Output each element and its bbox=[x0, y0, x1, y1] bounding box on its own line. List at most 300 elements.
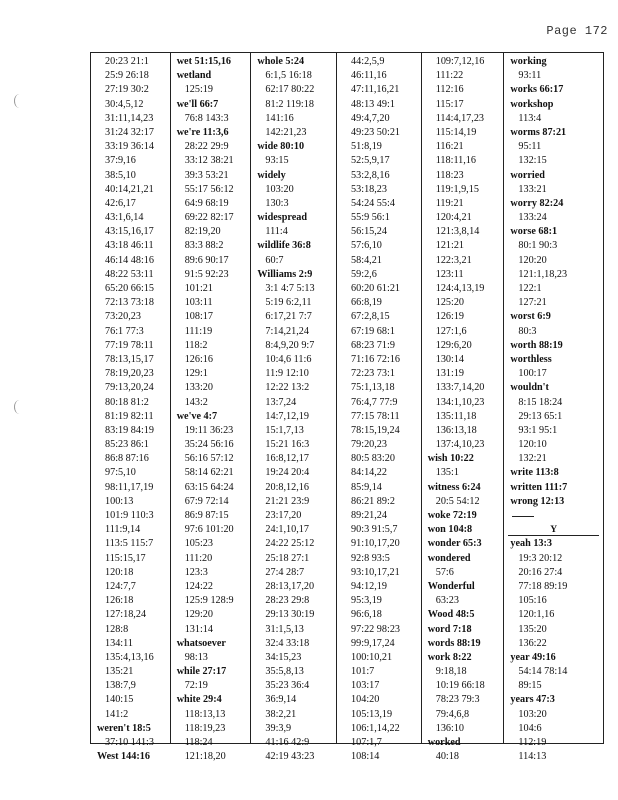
index-entry-references: 85:9,14 bbox=[351, 481, 382, 493]
index-entry-references: 134:1,10,23 bbox=[435, 396, 485, 408]
index-entry-references: 125:9 128:9 bbox=[184, 595, 234, 607]
index-entry-references: 86:9 87:15 bbox=[184, 510, 229, 521]
index-entry-headword: worthless bbox=[510, 353, 552, 365]
index-entry-references: 90:3 91:5,7 bbox=[351, 524, 398, 536]
index-entry-references: 113:5 115:7 bbox=[105, 538, 154, 550]
index-entry-headword: workshop bbox=[510, 98, 554, 110]
index-entry-references: 107:1,7 bbox=[351, 737, 382, 748]
index-entry-references: 79:4,6,8 bbox=[435, 708, 470, 720]
index-entry-references: 120:18 bbox=[105, 566, 134, 578]
index-entry-references: 95:3,19 bbox=[351, 595, 382, 607]
index-column-4 bbox=[337, 53, 422, 763]
index-entry-references: 55:9 56:1 bbox=[351, 212, 390, 224]
index-entry-references: 98:13 bbox=[184, 651, 208, 663]
index-entry-references: 96:6,18 bbox=[351, 609, 382, 621]
index-entry-references: 67:2,8,15 bbox=[351, 311, 390, 323]
index-entry-references: 33:19 36:14 bbox=[105, 141, 154, 153]
index-entry-references: 115:14,19 bbox=[435, 126, 477, 138]
index-entry-references: 43:1,6,14 bbox=[105, 212, 144, 224]
index-entry-references: 84:14,22 bbox=[351, 467, 387, 479]
index-entry-references: 136:10 bbox=[435, 722, 465, 734]
index-entry-references: 123:11 bbox=[435, 268, 464, 280]
index-entry-references: 6:1,5 16:18 bbox=[265, 70, 312, 82]
index-entry-references: 99:9,17,24 bbox=[351, 637, 395, 649]
index-entry-references: 134:11 bbox=[105, 637, 133, 649]
index-entry-references: 118:19,23 bbox=[184, 722, 226, 734]
index-entry-references: 140:15 bbox=[105, 694, 134, 706]
index-entry-references: 100:10,21 bbox=[351, 651, 393, 663]
index-entry-references: 9:18,18 bbox=[435, 666, 467, 678]
index-entry-references: 129:1 bbox=[184, 368, 208, 380]
index-entry-references: 6:17,21 7:7 bbox=[265, 311, 312, 323]
index-entry-references: 44:2,5,9 bbox=[351, 56, 385, 67]
word-index-table bbox=[90, 52, 604, 763]
index-entry-references: 112:19 bbox=[518, 737, 547, 748]
index-entry-references: 91:5 92:23 bbox=[184, 268, 229, 280]
index-entry-references: 111:9,14 bbox=[105, 524, 141, 536]
index-entry-headword: worse 68:1 bbox=[510, 226, 558, 238]
index-entry-references: 100:13 bbox=[105, 495, 134, 507]
index-entry-references: 30:4,5,12 bbox=[105, 98, 144, 110]
index-entry-references: 124:22 bbox=[184, 580, 213, 592]
index-entry-references: 43:18 46:11 bbox=[105, 240, 154, 252]
index-entry-headword: West 144:16 bbox=[97, 751, 150, 763]
index-entry-references: 47:11,16,21 bbox=[351, 84, 400, 96]
index-entry-references: 31:24 32:17 bbox=[105, 126, 154, 138]
index-entry-references: 48:22 53:11 bbox=[105, 268, 154, 280]
index-entry-headword: Wood 48:5 bbox=[427, 609, 475, 621]
index-entry-references: 121:3,8,14 bbox=[435, 226, 480, 238]
index-entry-references: 132:21 bbox=[518, 453, 547, 465]
index-entry-references: 133:7,14,20 bbox=[435, 382, 485, 394]
index-entry-references: 83:3 88:2 bbox=[184, 240, 224, 252]
index-column-6 bbox=[504, 53, 603, 763]
index-entry-references: 64:9 68:19 bbox=[184, 197, 229, 209]
index-entry-references: 14:7,12,19 bbox=[265, 410, 309, 422]
index-entry-headword: wish 10:22 bbox=[427, 453, 474, 465]
index-entry-references: 82:19,20 bbox=[184, 226, 221, 238]
index-entry-references: 35:5,8,13 bbox=[265, 666, 304, 678]
index-entry-references: 63:23 bbox=[435, 595, 459, 607]
index-entry-references: 38:5,10 bbox=[105, 169, 136, 181]
index-entry-references: 101:7 bbox=[351, 666, 375, 678]
index-entry-references: 130:14 bbox=[435, 353, 465, 365]
index-entry-references: 89:6 90:17 bbox=[184, 254, 229, 266]
index-entry-headword: words 88:19 bbox=[427, 637, 481, 649]
index-entry-references: 81:2 119:18 bbox=[265, 98, 314, 110]
index-entry-references: 48:13 49:1 bbox=[351, 98, 395, 110]
index-entry-references: 105:16 bbox=[518, 595, 547, 607]
index-entry-headword: wide 80:10 bbox=[257, 141, 305, 153]
index-entry-references: 118:24 bbox=[184, 737, 213, 748]
index-entry-references: 78:23 79:3 bbox=[435, 694, 480, 706]
index-entry-references: 142:21,23 bbox=[265, 126, 307, 138]
index-entry-references: 91:10,17,20 bbox=[351, 538, 400, 550]
index-entry-references: 103:11 bbox=[184, 297, 213, 309]
index-entry-references: 131:14 bbox=[184, 623, 213, 635]
index-entry-references: 112:16 bbox=[435, 84, 464, 96]
index-column-3 bbox=[251, 53, 337, 763]
index-entry-references: 128:8 bbox=[105, 623, 129, 635]
index-entry-references: 118:13,13 bbox=[184, 708, 226, 720]
index-entry-references: 103:20 bbox=[265, 183, 294, 195]
index-entry-references: 49:4,7,20 bbox=[351, 112, 390, 124]
index-entry-references: 133:21 bbox=[518, 183, 547, 195]
index-entry-references: 121:1,18,23 bbox=[518, 268, 568, 280]
index-entry-references: 118:23 bbox=[435, 169, 464, 181]
index-entry-references: 42:19 43:23 bbox=[265, 751, 315, 763]
index-entry-references: 25:18 27:1 bbox=[265, 552, 310, 564]
index-entry-references: 37:9,16 bbox=[105, 155, 136, 167]
index-entry-references: 103:20 bbox=[518, 708, 547, 720]
index-entry-references: 85:23 86:1 bbox=[105, 439, 149, 451]
index-entry-references: 104:20 bbox=[351, 694, 380, 706]
index-entry-references: 136:22 bbox=[518, 637, 547, 649]
index-entry-references: 69:22 82:17 bbox=[184, 212, 234, 224]
index-entry-references: 27:19 30:2 bbox=[105, 84, 149, 96]
index-entry-references: 80:3 bbox=[518, 325, 537, 337]
index-entry-references: 118:11,16 bbox=[435, 155, 476, 167]
index-entry-references: 105:13,19 bbox=[351, 708, 393, 720]
index-entry-headword: worst 6:9 bbox=[510, 311, 551, 323]
index-entry-references: 93:1 95:1 bbox=[518, 424, 558, 436]
index-entry-references: 31:11,14,23 bbox=[105, 112, 154, 124]
index-entry-references: 29:13 30:19 bbox=[265, 609, 315, 621]
index-entry-references: 41:16 42:9 bbox=[265, 737, 310, 748]
index-entry-references: 27:4 28:7 bbox=[265, 566, 305, 578]
index-entry-references: 73:20,23 bbox=[105, 311, 141, 323]
index-column-1 bbox=[91, 53, 171, 763]
index-entry-references: 49:23 50:21 bbox=[351, 126, 401, 138]
section-letter-heading: Y bbox=[504, 523, 603, 537]
index-entry-references: 8:15 18:24 bbox=[518, 396, 563, 408]
index-entry-headword: worry 82:24 bbox=[510, 197, 564, 209]
index-entry-references: 92:8 93:5 bbox=[351, 552, 390, 564]
index-entry-headword: widespread bbox=[257, 212, 307, 224]
index-entry-references: 93:11 bbox=[518, 70, 542, 82]
index-entry-references: 20:23 21:1 bbox=[105, 56, 149, 67]
index-entry-headword: widely bbox=[257, 169, 286, 181]
index-entry-references: 120:1,16 bbox=[518, 609, 555, 621]
index-entry-headword: worried bbox=[510, 169, 545, 181]
index-entry-references: 25:9 26:18 bbox=[105, 70, 149, 82]
index-entry-references: 106:1,14,22 bbox=[351, 722, 400, 734]
index-entry-references: 126:18 bbox=[105, 595, 134, 607]
index-entry-references: 57:6 bbox=[435, 566, 454, 578]
index-entry-references: 46:11,16 bbox=[351, 70, 387, 82]
index-entry-references: 132:15 bbox=[518, 155, 547, 167]
index-entry-headword: whatsoever bbox=[176, 637, 226, 649]
index-entry-references: 71:16 72:16 bbox=[351, 353, 401, 365]
index-entry-references: 135:4,13,16 bbox=[105, 651, 154, 663]
index-column-5 bbox=[422, 53, 505, 763]
index-entry-references: 111:19 bbox=[184, 325, 213, 337]
index-entry-headword: white 29:4 bbox=[176, 694, 222, 706]
index-entry-references: 21:21 23:9 bbox=[265, 495, 310, 507]
index-entry-references: 79:20,23 bbox=[351, 439, 387, 451]
index-entry-references: 86:8 87:16 bbox=[105, 453, 149, 465]
index-entry-headword: we'll 66:7 bbox=[176, 98, 219, 110]
index-entry-references: 66:8,19 bbox=[351, 297, 382, 309]
index-entry-references: 36:9,14 bbox=[265, 694, 297, 706]
index-entry-references: 20:5 54:12 bbox=[435, 495, 480, 507]
index-entry-headword: witness 6:24 bbox=[427, 481, 481, 493]
index-entry-references: 131:19 bbox=[435, 368, 465, 380]
index-entry-references: 135:11,18 bbox=[435, 410, 477, 422]
index-entry-references: 24:22 25:12 bbox=[265, 538, 315, 550]
index-entry-references: 98:11,17,19 bbox=[105, 481, 154, 493]
index-entry-headword: Williams 2:9 bbox=[257, 268, 313, 280]
index-entry-references: 67:9 72:14 bbox=[184, 495, 229, 507]
index-entry-headword: work 8:22 bbox=[427, 651, 472, 663]
index-entry-references: 8:4,9,20 9:7 bbox=[265, 339, 315, 351]
index-entry-references: 37:10 141:3 bbox=[105, 737, 154, 748]
index-entry-references: 121:21 bbox=[435, 240, 465, 252]
index-entry-references: 116:21 bbox=[435, 141, 464, 153]
index-entry-references: 100:17 bbox=[518, 368, 547, 380]
index-entry-headword: years 47:3 bbox=[510, 694, 555, 706]
index-entry-references: 141:16 bbox=[265, 112, 294, 124]
index-entry-references: 126:19 bbox=[435, 311, 465, 323]
index-entry-references: 136:13,18 bbox=[435, 424, 477, 436]
index-entry-references: 122:1 bbox=[518, 283, 542, 294]
index-entry-references: 67:19 68:1 bbox=[351, 325, 395, 337]
index-entry-references: 114:13 bbox=[518, 751, 547, 763]
index-entry-references: 12:22 13:2 bbox=[265, 382, 310, 394]
index-entry-references: 95:11 bbox=[518, 141, 542, 153]
index-entry-references: 15:1,7,13 bbox=[265, 424, 304, 436]
index-entry-references: 28:22 29:9 bbox=[184, 141, 229, 153]
index-entry-references: 60:20 61:21 bbox=[351, 283, 401, 294]
index-entry-references: 63:15 64:24 bbox=[184, 481, 234, 493]
index-entry-references: 120:10 bbox=[518, 439, 547, 451]
index-entry-references: 86:21 89:2 bbox=[351, 495, 395, 507]
index-entry-references: 120:20 bbox=[518, 254, 547, 266]
index-entry-references: 54:24 55:4 bbox=[351, 197, 395, 209]
index-entry-references: 127:1,6 bbox=[435, 325, 467, 337]
index-entry-references: 133:20 bbox=[184, 382, 213, 394]
index-entry-references: 108:17 bbox=[184, 311, 213, 323]
index-entry-headword: wrong 12:13 bbox=[510, 495, 565, 507]
index-entry-references: 56:15,24 bbox=[351, 226, 387, 238]
index-entry-references: 124:7,7 bbox=[105, 580, 136, 592]
index-entry-references: 59:2,6 bbox=[351, 268, 377, 280]
index-entry-references: 11:9 12:10 bbox=[265, 368, 309, 380]
index-entry-references: 79:13,20,24 bbox=[105, 382, 154, 394]
index-entry-references: 16:8,12,17 bbox=[265, 453, 309, 465]
index-entry-references: 19:11 36:23 bbox=[184, 424, 234, 436]
index-entry-references: 19:3 20:12 bbox=[518, 552, 563, 564]
index-entry-references: 3:1 4:7 5:13 bbox=[265, 283, 315, 294]
index-entry-references: 89:21,24 bbox=[351, 510, 387, 521]
index-entry-references: 113:4 bbox=[518, 112, 542, 124]
index-entry-headword: worms 87:21 bbox=[510, 126, 567, 138]
index-entry-references: 65:20 66:15 bbox=[105, 283, 154, 294]
index-entry-headword: whole 5:24 bbox=[257, 56, 305, 67]
index-entry-references: 76:8 143:3 bbox=[184, 112, 229, 124]
index-entry-references: 15:21 16:3 bbox=[265, 439, 310, 451]
index-entry-references: 80:1 90:3 bbox=[518, 240, 558, 252]
index-entry-references: 77:19 78:11 bbox=[105, 339, 154, 351]
index-entry-references: 101:9 110:3 bbox=[105, 510, 154, 521]
index-entry-references: 54:14 78:14 bbox=[518, 666, 568, 678]
index-entry-references: 42:6,17 bbox=[105, 197, 136, 209]
index-entry-references: 94:12,19 bbox=[351, 580, 387, 592]
index-entry-references: 57:6,10 bbox=[351, 240, 382, 252]
index-entry-references: 13:7,24 bbox=[265, 396, 297, 408]
index-entry-references: 56:16 57:12 bbox=[184, 453, 234, 465]
index-entry-references: 124:4,13,19 bbox=[435, 283, 485, 294]
index-entry-references: 76:4,7 77:9 bbox=[351, 396, 398, 408]
index-entry-references: 72:13 73:18 bbox=[105, 297, 154, 309]
index-entry-headword: wet 51:15,16 bbox=[176, 56, 232, 67]
index-entry-headword: wouldn't bbox=[510, 382, 549, 394]
index-entry-references: 10:4,6 11:6 bbox=[265, 353, 312, 365]
index-entry-references: 105:23 bbox=[184, 538, 213, 550]
index-entry-references: 97:5,10 bbox=[105, 467, 136, 479]
index-entry-references: 97:22 98:23 bbox=[351, 623, 401, 635]
index-entry-references: 135:21 bbox=[105, 666, 134, 678]
index-entry-references: 143:2 bbox=[184, 396, 208, 408]
index-entry-headword: worth 88:19 bbox=[510, 339, 563, 351]
index-entry-references: 35:23 36:4 bbox=[265, 680, 310, 692]
index-entry-references: 20:16 27:4 bbox=[518, 566, 563, 578]
index-entry-references: 119:1,9,15 bbox=[435, 183, 479, 195]
index-entry-references: 31:1,5,13 bbox=[265, 623, 304, 635]
index-entry-references: 135:1 bbox=[435, 467, 459, 479]
index-entry-headword: we've 4:7 bbox=[176, 410, 218, 422]
index-entry-references: 77:15 78:11 bbox=[351, 410, 400, 422]
index-entry-references: 93:15 bbox=[265, 155, 289, 167]
index-entry-references: 24:1,10,17 bbox=[265, 524, 309, 536]
index-entry-headword: working bbox=[510, 56, 547, 67]
index-entry-references: 20:8,12,16 bbox=[265, 481, 309, 493]
index-entry-references: 125:19 bbox=[184, 84, 213, 96]
index-entry-references: 77:18 89:19 bbox=[518, 580, 568, 592]
index-entry-headword: while 27:17 bbox=[176, 666, 227, 678]
index-entry-references: 78:13,15,17 bbox=[105, 353, 154, 365]
index-entry-references: 53:18,23 bbox=[351, 183, 387, 195]
index-entry-references: 129:6,20 bbox=[435, 339, 472, 351]
index-entry-references: 29:13 65:1 bbox=[518, 410, 563, 422]
index-entry-references: 68:23 71:9 bbox=[351, 339, 395, 351]
index-entry-references: 5:19 6:2,11 bbox=[265, 297, 312, 309]
index-entry-references: 119:21 bbox=[435, 197, 464, 209]
index-entry-references: 62:17 80:22 bbox=[265, 84, 315, 96]
index-entry-headword: write 113:8 bbox=[510, 467, 559, 479]
index-entry-references: 111:4 bbox=[265, 226, 288, 238]
index-entry-references: 78:19,20,23 bbox=[105, 368, 154, 380]
index-entry-references: 58:14 62:21 bbox=[184, 467, 234, 479]
index-entry-references: 46:14 48:16 bbox=[105, 254, 154, 266]
index-entry-references: 28:13,17,20 bbox=[265, 580, 315, 592]
index-entry-references: 40:14,21,21 bbox=[105, 183, 154, 195]
page-number: Page 172 bbox=[546, 24, 608, 38]
index-entry-references: 35:24 56:16 bbox=[184, 439, 234, 451]
index-entry-references: 39:3 53:21 bbox=[184, 169, 229, 181]
index-entry-references: 83:19 84:19 bbox=[105, 424, 154, 436]
index-entry-references: 28:23 29:8 bbox=[265, 595, 310, 607]
index-entry-references: 38:2,21 bbox=[265, 708, 297, 720]
index-entry-references: 108:14 bbox=[351, 751, 380, 763]
index-entry-headword: wondered bbox=[427, 552, 471, 564]
index-entry-references: 122:3,21 bbox=[435, 254, 472, 266]
index-column-2 bbox=[171, 53, 252, 763]
index-entry-references: 40:18 bbox=[435, 751, 459, 763]
index-entry-references: 141:2 bbox=[105, 708, 129, 720]
index-entry-references: 115:15,17 bbox=[105, 552, 146, 564]
index-entry-references: 135:20 bbox=[518, 623, 547, 635]
index-entry-references: 120:4,21 bbox=[435, 212, 472, 224]
index-entry-references: 51:8,19 bbox=[351, 141, 382, 153]
index-entry-references: 114:4,17,23 bbox=[435, 112, 485, 124]
entry-divider-rule bbox=[504, 509, 603, 523]
index-entry-references: 127:21 bbox=[518, 297, 547, 309]
index-entry-references: 72:23 73:1 bbox=[351, 368, 395, 380]
index-entry-references: 58:4,21 bbox=[351, 254, 382, 266]
index-entry-headword: wildlife 36:8 bbox=[257, 240, 311, 252]
index-entry-headword: yeah 13:3 bbox=[510, 538, 552, 550]
index-entry-references: 23:17,20 bbox=[265, 510, 302, 521]
index-entry-references: 109:7,12,16 bbox=[435, 56, 485, 67]
index-entry-references: 55:17 56:12 bbox=[184, 183, 234, 195]
index-entry-references: 60:7 bbox=[265, 254, 284, 266]
index-entry-references: 76:1 77:3 bbox=[105, 325, 144, 337]
index-entry-references: 118:2 bbox=[184, 339, 208, 351]
index-entry-references: 125:20 bbox=[435, 297, 465, 309]
index-entry-references: 127:18,24 bbox=[105, 609, 147, 621]
index-entry-headword: word 7:18 bbox=[427, 623, 472, 635]
index-entry-references: 93:10,17,21 bbox=[351, 566, 400, 578]
index-entry-headword: woke 72:19 bbox=[427, 510, 477, 521]
index-entry-headword: won 104:8 bbox=[427, 524, 473, 536]
index-entry-references: 34:15,23 bbox=[265, 651, 302, 663]
index-entry-references: 10:19 66:18 bbox=[435, 680, 485, 692]
index-entry-references: 104:6 bbox=[518, 722, 542, 734]
index-entry-references: 126:16 bbox=[184, 353, 213, 365]
index-entry-references: 111:22 bbox=[435, 70, 464, 82]
index-entry-references: 52:5,9,17 bbox=[351, 155, 390, 167]
index-entry-headword: works 66:17 bbox=[510, 84, 564, 96]
index-entry-headword: wetland bbox=[176, 70, 212, 82]
index-entry-references: 75:1,13,18 bbox=[351, 382, 395, 394]
punch-hole-mark bbox=[14, 94, 25, 108]
index-entry-headword: wonder 65:3 bbox=[427, 538, 482, 550]
index-entry-references: 72:19 bbox=[184, 680, 208, 692]
index-entry-references: 121:18,20 bbox=[184, 751, 226, 763]
index-entry-references: 43:15,16,17 bbox=[105, 226, 154, 238]
index-entry-headword: we're 11:3,6 bbox=[176, 126, 229, 138]
punch-hole-mark bbox=[14, 400, 25, 414]
index-entry-headword: worked bbox=[427, 737, 461, 748]
index-entry-headword: year 49:16 bbox=[510, 651, 556, 663]
index-entry-references: 33:12 38:21 bbox=[184, 155, 234, 167]
index-entry-headword: written 111:7 bbox=[510, 481, 568, 493]
index-entry-references: 78:15,19,24 bbox=[351, 424, 400, 436]
index-entry-references: 123:3 bbox=[184, 566, 208, 578]
index-entry-references: 81:19 82:11 bbox=[105, 410, 154, 422]
index-entry-references: 80:5 83:20 bbox=[351, 453, 395, 465]
index-entry-references: 7:14,21,24 bbox=[265, 325, 309, 337]
index-entry-references: 137:4,10,23 bbox=[435, 439, 485, 451]
index-entry-references: 53:2,8,16 bbox=[351, 169, 390, 181]
index-entry-references: 111:20 bbox=[184, 552, 213, 564]
index-entry-references: 129:20 bbox=[184, 609, 213, 621]
index-entry-references: 80:18 81:2 bbox=[105, 396, 149, 408]
index-entry-headword: Wonderful bbox=[427, 580, 475, 592]
index-entry-references: 103:17 bbox=[351, 680, 380, 692]
index-entry-references: 39:3,9 bbox=[265, 722, 292, 734]
